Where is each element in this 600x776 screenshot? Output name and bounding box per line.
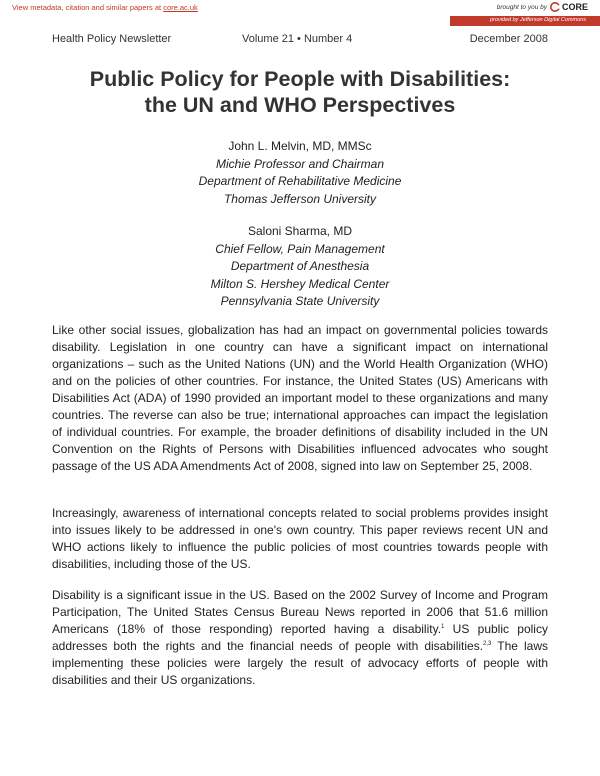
issue-date: December 2008 xyxy=(469,33,548,45)
paragraph-text: Disability is a significant issue in the US. Based on the 2002 Survey of Income and Program Participation, The United States Census Bureau News reported in 2006 that 51.6 million Americans (18% of those responding) reported having a disability. xyxy=(52,588,548,636)
provided-by-bar[interactable] xyxy=(450,16,600,26)
reference-marker: 1 xyxy=(441,624,445,630)
core-link-prefix: View metadata, citation and similar papers at xyxy=(12,3,164,12)
author-affiliation: Department of Anesthesia xyxy=(230,259,370,273)
title-line-2: the UN and WHO Perspectives xyxy=(144,93,456,117)
paragraph-text: The laws implementing these policies were largely the result of advocacy efforts of people with disabilities and their US organizations. xyxy=(52,639,549,687)
reference-marker: 2,3 xyxy=(483,641,492,647)
core-link-domain[interactable]: core.ac.uk xyxy=(163,3,198,12)
author-affiliation: Thomas Jefferson University xyxy=(223,191,377,206)
title-line-1: Public Policy for People with Disabilities: xyxy=(89,67,511,91)
author-affiliation: Department of Rehabilitative Medicine xyxy=(198,174,402,188)
provided-by-text: provided by Jefferson Digital Commons xyxy=(490,17,586,23)
core-logo-text: CORE xyxy=(561,2,588,12)
body-paragraph-1: Like other social issues, globalization has had an impact on governmental policies towards disability. Legislation in one country can have a significant impact on international organizations – such as the United Nations (UN) and the World Health Organization (WHO) and on the policies of other countries. For instance, the United States (US) Americans with Disabilities Act (ADA) of 1990 provided an important model to these organizations and many countries. The reverse can also be true; international approaches can impact the legislation of individual countries. For example, the broader definitions of disability included in the UN Convention on the Rights of Persons with Disabilities influenced advocates who sought passage of the US ADA Amendments Act of 2008, signed into law on September 25, 2008. xyxy=(52,323,548,473)
author-name: John L. Melvin, MD, MMSc xyxy=(228,139,372,153)
newsletter-name: Health Policy Newsletter xyxy=(52,33,172,45)
core-logo xyxy=(550,2,588,12)
running-head xyxy=(52,33,548,49)
author-block-1 xyxy=(100,138,500,208)
author-affiliation: Milton S. Hershey Medical Center xyxy=(210,276,390,291)
author-affiliation: Michie Professor and Chairman xyxy=(215,156,385,171)
author-name: Saloni Sharma, MD xyxy=(247,224,353,238)
body-paragraph-3 xyxy=(52,587,548,689)
author-block-2 xyxy=(100,223,500,311)
paper-title xyxy=(40,66,560,118)
paragraph-text: US public policy addresses both the rights and the financial needs of people with disabilities. xyxy=(52,622,548,653)
core-metadata-link[interactable] xyxy=(12,3,198,12)
author-affiliation: Chief Fellow, Pain Management xyxy=(215,241,385,256)
volume-number: Volume 21 • Number 4 xyxy=(242,33,353,45)
body-paragraph-2: Increasingly, awareness of international concepts related to social problems provides insight into issues likely to be addressed in one's own country. This paper reviews recent UN and WHO actions likely to influence the public policies of most countries towards people with disabilities, including those of the US. xyxy=(52,506,548,571)
author-affiliation: Pennsylvania State University xyxy=(220,294,380,308)
core-brand[interactable] xyxy=(497,2,588,12)
core-logo-icon xyxy=(550,2,560,12)
brought-by-text: brought to you by xyxy=(496,3,547,11)
